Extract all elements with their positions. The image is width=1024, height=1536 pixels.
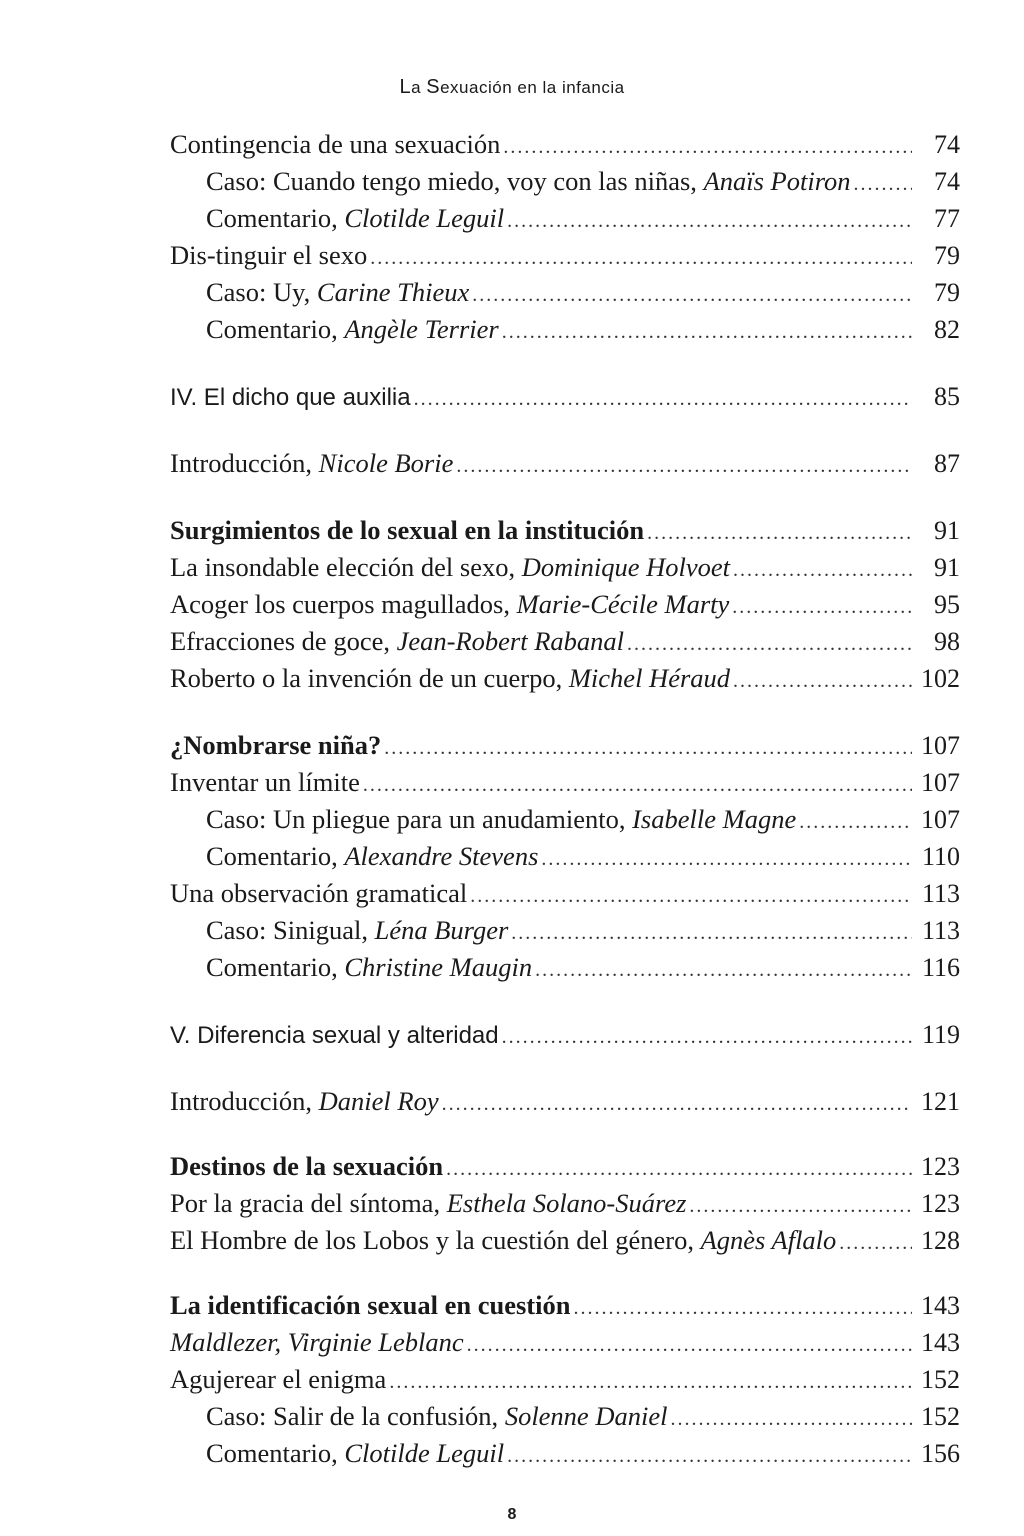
toc-entry-page: 110 bbox=[921, 842, 960, 871]
toc-entry bbox=[170, 1016, 960, 1053]
dot-leader bbox=[799, 804, 912, 841]
toc-entry-label: Comentario, bbox=[206, 203, 345, 233]
dot-leader bbox=[442, 1086, 912, 1123]
toc-entry-label: La insondable elección del sexo, bbox=[170, 552, 522, 582]
running-header-part-1: a bbox=[411, 78, 427, 97]
toc-entry bbox=[170, 200, 960, 237]
toc-entry-author: Clotilde Leguil bbox=[344, 1438, 505, 1468]
toc-entry-label: Comentario, bbox=[206, 952, 345, 982]
dot-leader bbox=[627, 626, 912, 663]
toc-entry-page: 107 bbox=[921, 731, 960, 760]
toc-entry-page: 91 bbox=[934, 553, 960, 582]
dot-leader bbox=[456, 448, 912, 485]
toc-entry-page: 79 bbox=[934, 278, 960, 307]
toc-entry-title bbox=[170, 727, 381, 764]
toc-entry bbox=[170, 1435, 960, 1472]
dot-leader bbox=[503, 129, 912, 166]
toc-entry-label: Caso: Salir de la confusión, bbox=[206, 1401, 505, 1431]
toc-entry-label: Contingencia de una sexuación bbox=[170, 129, 501, 159]
toc-entry-author: Anaïs Potiron bbox=[703, 166, 851, 196]
toc-entry bbox=[170, 949, 960, 986]
toc-entry-title bbox=[170, 1222, 836, 1259]
dot-leader bbox=[507, 203, 912, 240]
running-header bbox=[0, 76, 1024, 99]
toc-entry-title bbox=[170, 875, 467, 912]
toc-entry-label: Dis-tinguir el sexo bbox=[170, 240, 368, 270]
toc-entry-title bbox=[170, 1083, 439, 1120]
toc-entry bbox=[170, 727, 960, 764]
toc-entry bbox=[170, 875, 960, 912]
toc-entry-page: 116 bbox=[921, 953, 960, 982]
toc-entry-label: IV. El dicho que auxilia bbox=[170, 384, 411, 411]
toc-entry bbox=[170, 764, 960, 801]
toc-entry-label: Surgimientos de lo sexual en la institución bbox=[170, 515, 645, 545]
toc-entry-author: Clotilde Leguil bbox=[344, 203, 505, 233]
toc-entry-author: Nicole Borie bbox=[318, 448, 454, 478]
toc-entry-label: Comentario, bbox=[206, 1438, 345, 1468]
toc-entry-page: 128 bbox=[921, 1226, 960, 1255]
toc-entry-page: 119 bbox=[921, 1020, 960, 1049]
toc-entry-title bbox=[170, 379, 411, 416]
dot-leader bbox=[502, 314, 912, 351]
toc-entry bbox=[170, 378, 960, 415]
dot-leader bbox=[414, 381, 912, 418]
page-number: 8 bbox=[507, 1506, 517, 1523]
toc-entry-page: 98 bbox=[934, 627, 960, 656]
toc-entry bbox=[170, 445, 960, 482]
toc-entry-author: Isabelle Magne bbox=[632, 804, 797, 834]
toc-entry-author: Carine Thieux bbox=[316, 277, 470, 307]
running-header-initial-2: S bbox=[426, 76, 441, 98]
toc-entry-page: 156 bbox=[921, 1439, 960, 1468]
toc-entry-author: Alexandre Stevens bbox=[344, 841, 539, 871]
toc-entry-author: Solenne Daniel bbox=[504, 1401, 668, 1431]
toc-entry bbox=[170, 1083, 960, 1120]
toc-entry-title bbox=[206, 1435, 504, 1472]
toc-entry-title bbox=[206, 838, 538, 875]
toc-entry bbox=[170, 237, 960, 274]
toc-entry-page: 85 bbox=[934, 382, 960, 411]
toc-entry-page: 79 bbox=[934, 241, 960, 270]
toc-entry-label: Comentario, bbox=[206, 841, 345, 871]
toc-entry-label: Acoger los cuerpos magullados, bbox=[170, 589, 517, 619]
toc-entry bbox=[170, 311, 960, 348]
toc-entry-title bbox=[206, 311, 499, 348]
dot-leader bbox=[384, 730, 912, 767]
toc-entry-title bbox=[170, 126, 500, 163]
toc-entry-page: 107 bbox=[921, 768, 960, 797]
toc-entry-author: Daniel Roy bbox=[318, 1086, 439, 1116]
running-header-part-2: exuación en la infancia bbox=[440, 78, 625, 97]
toc-entry-title bbox=[170, 586, 729, 623]
toc-entry-page: 91 bbox=[934, 516, 960, 545]
toc-entry bbox=[170, 1361, 960, 1398]
toc-entry-label: Caso: Cuando tengo miedo, voy con las niñas, bbox=[206, 166, 704, 196]
toc-entry-page: 74 bbox=[934, 130, 960, 159]
toc-entry-page: 107 bbox=[921, 805, 960, 834]
toc-entry-title bbox=[170, 1148, 443, 1185]
toc-entry-label: Caso: Un pliegue para un anudamiento, bbox=[206, 804, 633, 834]
toc-entry-title bbox=[206, 200, 504, 237]
toc-entry bbox=[170, 1148, 960, 1185]
toc-entry bbox=[170, 1287, 960, 1324]
dot-leader bbox=[467, 1327, 912, 1364]
toc-entry-label: Por la gracia del síntoma, bbox=[170, 1188, 447, 1218]
dot-leader bbox=[573, 1290, 912, 1327]
dot-leader bbox=[370, 240, 912, 277]
dot-leader bbox=[389, 1364, 912, 1401]
toc-entry-title bbox=[170, 445, 453, 482]
toc-entry-title bbox=[170, 1361, 386, 1398]
toc-entry-title bbox=[170, 237, 367, 274]
toc-entry-author: Esthela Solano-Suárez bbox=[446, 1188, 687, 1218]
toc-entry-title bbox=[170, 623, 624, 660]
toc-entry-title bbox=[170, 1185, 686, 1222]
toc-entry-page: 77 bbox=[934, 204, 960, 233]
toc-entry-page: 152 bbox=[921, 1402, 960, 1431]
toc-entry-label: Inventar un límite bbox=[170, 767, 360, 797]
dot-leader bbox=[647, 515, 912, 552]
toc-entry-title bbox=[170, 1324, 464, 1361]
dot-leader bbox=[507, 1438, 912, 1475]
dot-leader bbox=[839, 1225, 912, 1262]
toc-entry-author: Christine Maugin bbox=[344, 952, 533, 982]
toc-entry-page: 152 bbox=[921, 1365, 960, 1394]
toc-entry-page: 143 bbox=[921, 1291, 960, 1320]
toc-entry-author: Dominique Holvoet bbox=[521, 552, 731, 582]
toc-entry bbox=[170, 623, 960, 660]
dot-leader bbox=[732, 589, 912, 626]
dot-leader bbox=[470, 878, 912, 915]
toc-entry-page: 74 bbox=[934, 167, 960, 196]
toc-entry-label: V. Diferencia sexual y alteridad bbox=[170, 1022, 499, 1049]
toc-entry-author: Marie-Cécile Marty bbox=[516, 589, 730, 619]
toc-entry-title bbox=[170, 512, 644, 549]
toc-entry-page: 113 bbox=[921, 916, 960, 945]
toc-entry bbox=[170, 801, 960, 838]
toc-entry bbox=[170, 1324, 960, 1361]
toc-entry-page: 82 bbox=[934, 315, 960, 344]
toc-entry bbox=[170, 1222, 960, 1259]
toc-entry-title bbox=[206, 1398, 667, 1435]
toc-entry-page: 123 bbox=[921, 1189, 960, 1218]
toc-entry-page: 121 bbox=[921, 1087, 960, 1116]
toc-entry-page: 143 bbox=[921, 1328, 960, 1357]
toc-entry-label: Caso: Uy, bbox=[206, 277, 317, 307]
table-of-contents bbox=[170, 126, 960, 1472]
dot-leader bbox=[733, 663, 912, 700]
toc-entry-page: 123 bbox=[921, 1152, 960, 1181]
toc-entry-label: Roberto o la invención de un cuerpo, bbox=[170, 663, 569, 693]
toc-entry-author: Agnès Aflalo bbox=[700, 1225, 837, 1255]
toc-entry-title bbox=[170, 1287, 570, 1324]
toc-entry bbox=[170, 512, 960, 549]
toc-entry bbox=[170, 1398, 960, 1435]
toc-entry-title bbox=[206, 163, 851, 200]
toc-entry-label: Efracciones de goce, bbox=[170, 626, 397, 656]
dot-leader bbox=[446, 1151, 912, 1188]
toc-entry-label: ¿Nombrarse niña? bbox=[170, 730, 382, 760]
toc-entry-title bbox=[206, 949, 532, 986]
running-header-initial-1: L bbox=[399, 76, 412, 98]
toc-entry-page: 95 bbox=[934, 590, 960, 619]
dot-leader bbox=[541, 841, 912, 878]
toc-entry bbox=[170, 549, 960, 586]
dot-leader bbox=[733, 552, 912, 589]
toc-entry-label: Agujerear el enigma bbox=[170, 1364, 387, 1394]
toc-entry-title bbox=[170, 764, 360, 801]
toc-entry bbox=[170, 586, 960, 623]
toc-entry-page: 87 bbox=[934, 449, 960, 478]
toc-entry-title bbox=[206, 274, 469, 311]
toc-entry bbox=[170, 838, 960, 875]
toc-entry bbox=[170, 912, 960, 949]
toc-entry bbox=[170, 163, 960, 200]
dot-leader bbox=[472, 277, 912, 314]
toc-entry-title bbox=[206, 912, 508, 949]
toc-entry-page: 113 bbox=[921, 879, 960, 908]
toc-entry-label: Una observación gramatical bbox=[170, 878, 468, 908]
toc-entry-author: Michel Héraud bbox=[568, 663, 731, 693]
dot-leader bbox=[502, 1019, 912, 1056]
toc-entry-title bbox=[206, 801, 796, 838]
toc-entry bbox=[170, 126, 960, 163]
toc-entry-label: Caso: Sinigual, bbox=[206, 915, 375, 945]
dot-leader bbox=[535, 952, 912, 989]
toc-entry-label: Introducción, bbox=[170, 1086, 319, 1116]
dot-leader bbox=[363, 767, 912, 804]
toc-entry-author: Jean-Robert Rabanal bbox=[396, 626, 625, 656]
toc-entry bbox=[170, 660, 960, 697]
toc-entry-label: Comentario, bbox=[206, 314, 345, 344]
toc-entry-label: Introducción, bbox=[170, 448, 319, 478]
dot-leader bbox=[511, 915, 912, 952]
toc-entry-title bbox=[170, 660, 730, 697]
toc-entry-author: Léna Burger bbox=[374, 915, 509, 945]
dot-leader bbox=[689, 1188, 912, 1225]
toc-entry-label: La identificación sexual en cuestión bbox=[170, 1290, 571, 1320]
toc-entry-title bbox=[170, 549, 730, 586]
dot-leader bbox=[670, 1401, 912, 1438]
toc-entry-author: Angèle Terrier bbox=[344, 314, 499, 344]
toc-entry-author: Maldlezer, Virginie Leblanc bbox=[170, 1327, 464, 1357]
toc-entry-label: Destinos de la sexuación bbox=[170, 1151, 444, 1181]
toc-entry bbox=[170, 274, 960, 311]
toc-entry-page: 102 bbox=[921, 664, 960, 693]
dot-leader bbox=[854, 166, 912, 203]
toc-entry bbox=[170, 1185, 960, 1222]
toc-entry-label: El Hombre de los Lobos y la cuestión del género, bbox=[170, 1225, 701, 1255]
toc-entry-title bbox=[170, 1017, 499, 1054]
